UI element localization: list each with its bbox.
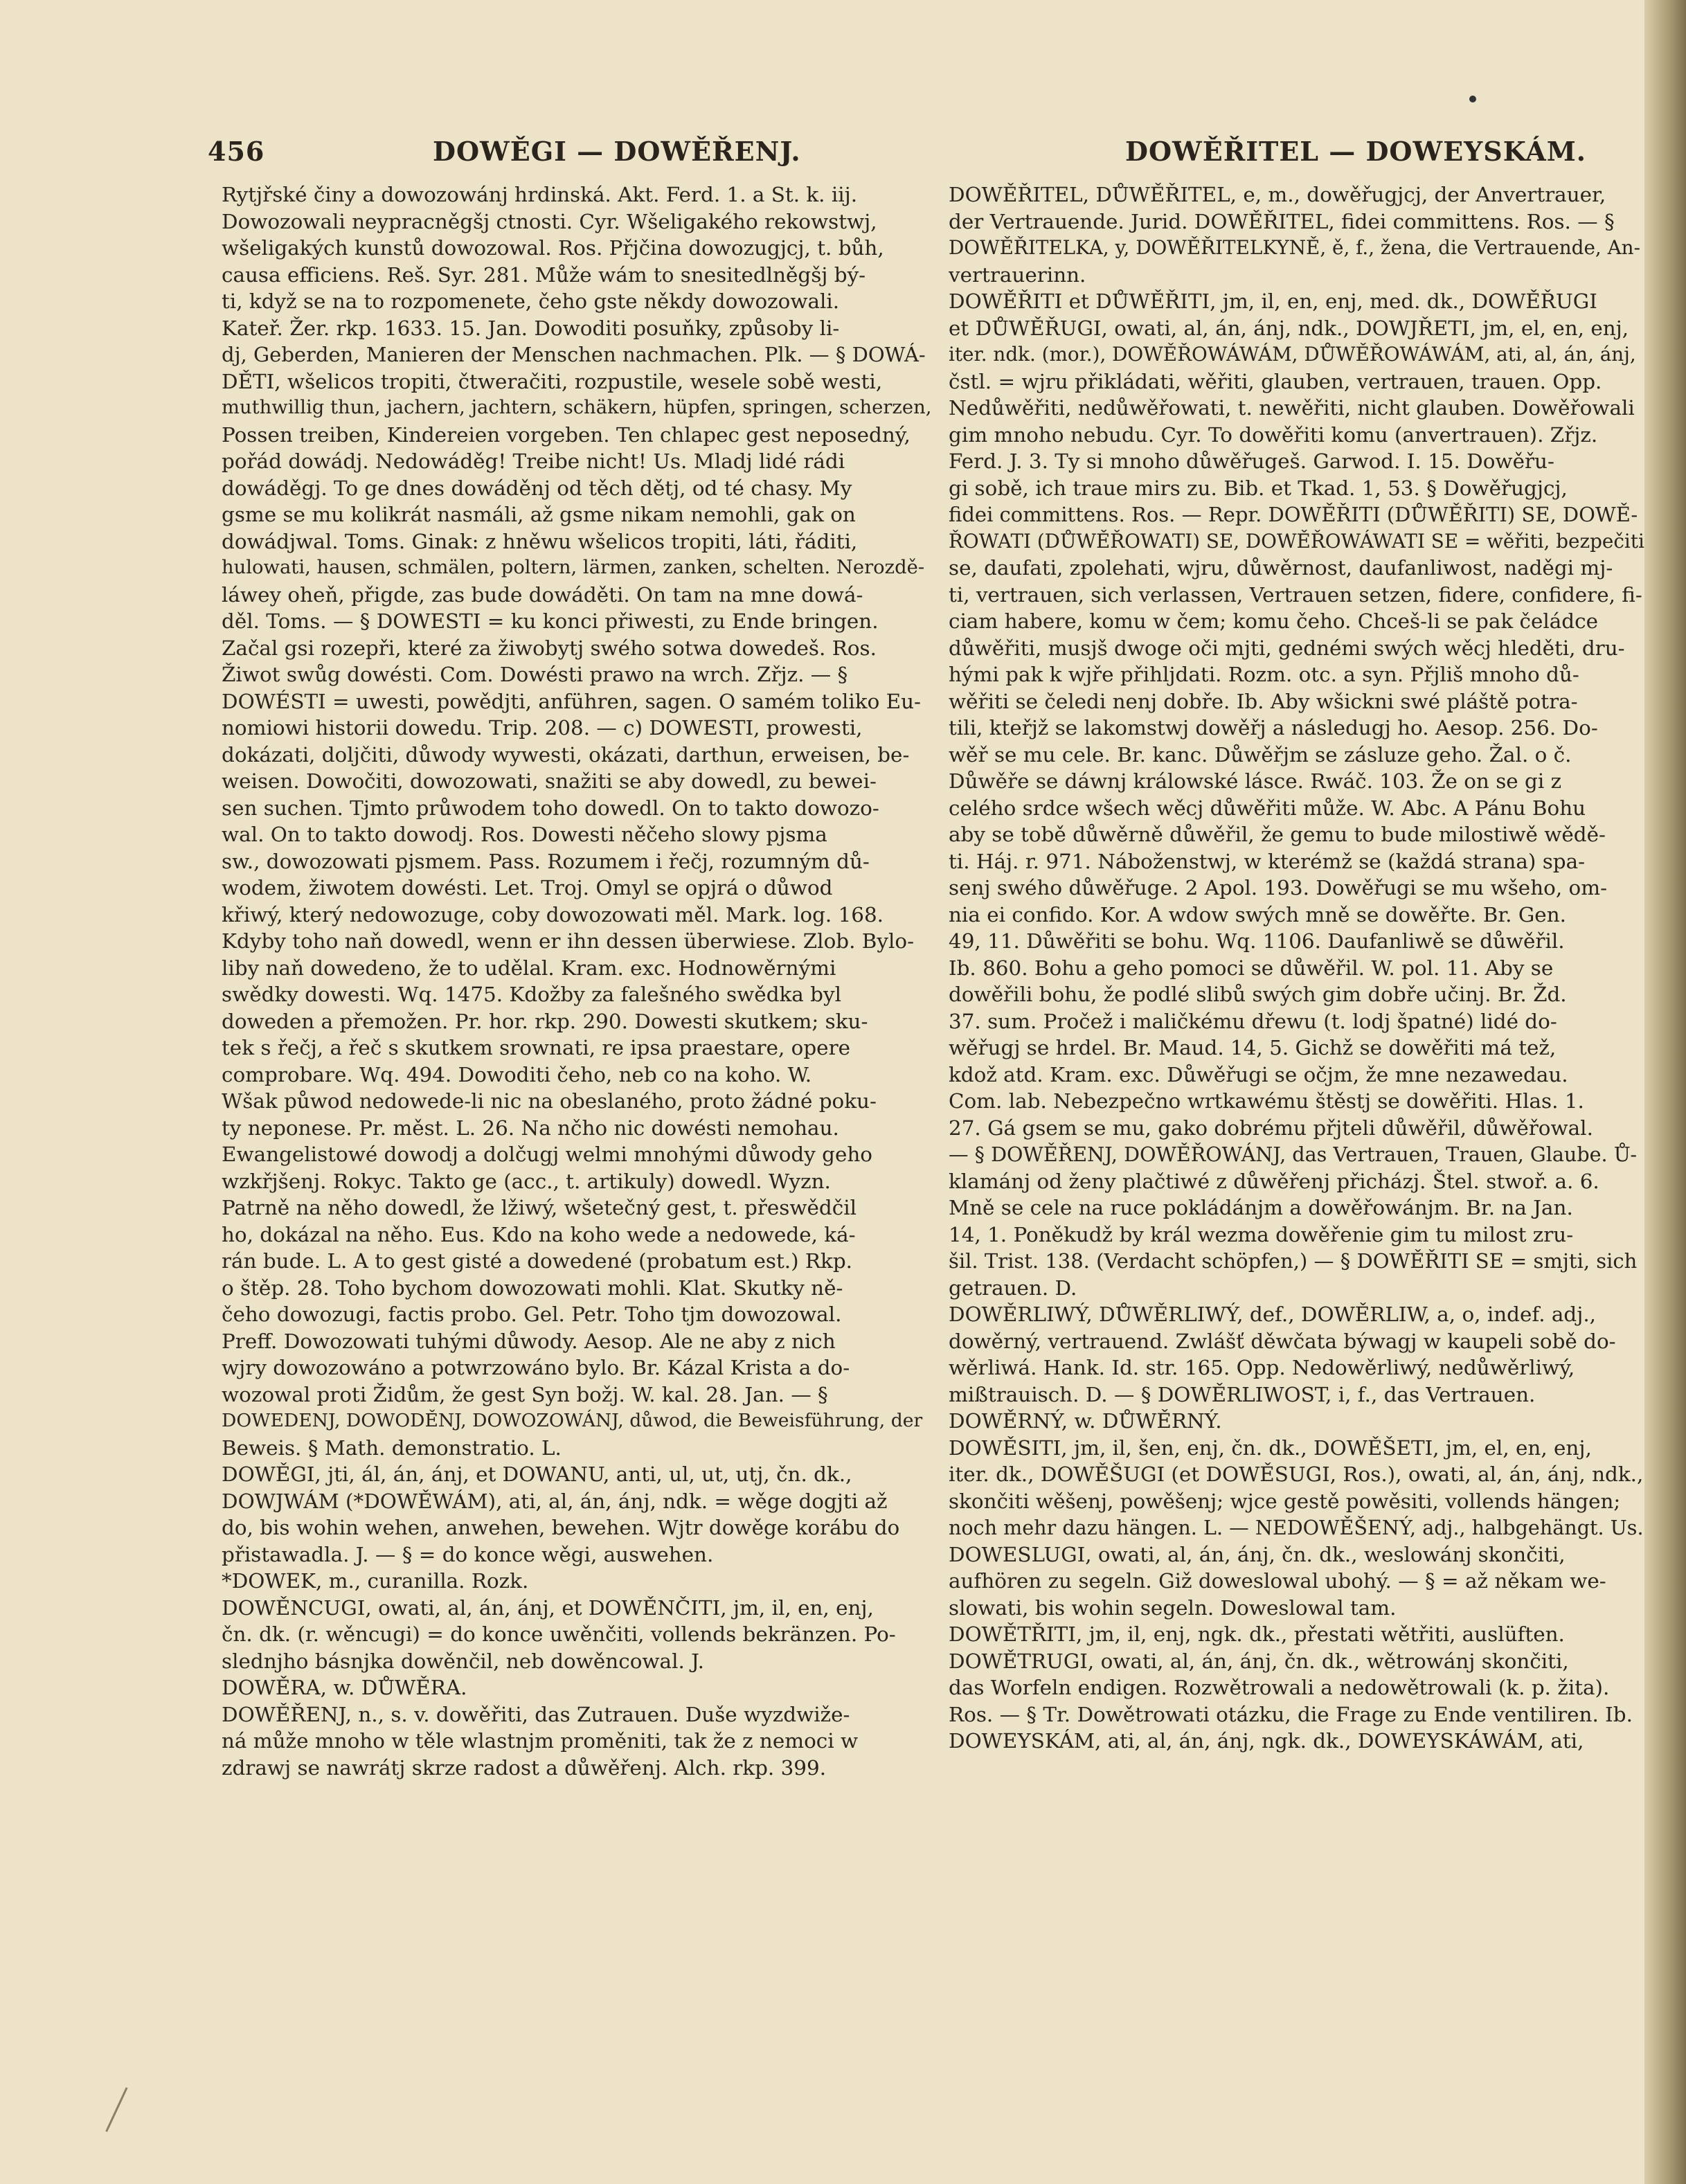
- text-line: ho, dokázal na něho. Eus. Kdo na koho wede a nedowede, ká-: [222, 1222, 856, 1246]
- text-line: swědky dowesti. Wq. 1475. Kdožby za falešného swědka byl: [222, 983, 841, 1006]
- text-line: senj swého důwěřuge. 2 Apol. 193. Dowěřugi se mu wšeho, om-: [949, 876, 1608, 899]
- text-line: wěrliwá. Hank. Id. str. 165. Opp. Nedowěrliwý, nedůwěrliwý,: [949, 1356, 1575, 1379]
- text-line: dowěrný, vertrauend. Zwlášť děwčata býwagj w kaupeli sobě do-: [949, 1329, 1616, 1353]
- text-line: wodem, žiwotem dowésti. Let. Troj. Omyl se opjrá o důwod: [222, 876, 833, 899]
- text-line: DOWĚŘITEL, DŮWĚŘITEL, e, m., dowěřugjcj, der Anvertrauer,: [949, 183, 1606, 206]
- text-line: Ferd. J. 3. Ty si mnoho důwěřugeš. Garwod. I. 15. Dowěřu-: [949, 449, 1554, 473]
- text-line: Preff. Dowozowati tuhými důwody. Aesop. Ale ne aby z nich: [222, 1329, 836, 1353]
- text-line: iter. ndk. (mor.), DOWĚŘOWÁWÁM, DŮWĚŘOWÁWÁM, ati, al, án, ánj,: [949, 343, 1636, 366]
- text-line: wjry dowozowáno a potwrzowáno bylo. Br. Kázal Krista a do-: [222, 1356, 850, 1379]
- text-line: pořád dowádj. Nedowáděg! Treibe nicht! Us. Mladj lidé rádi: [222, 449, 845, 473]
- text-line: Začal gsi rozepři, které za žiwobytj swého sotwa dowedeš. Ros.: [222, 636, 877, 660]
- text-line: — § DOWĚŘENJ, DOWĚŘOWÁNJ, das Vertrauen, Trauen, Glaube. Ů-: [949, 1143, 1637, 1166]
- text-line: wal. On to takto dowodj. Ros. Dowesti něčeho slowy pjsma: [222, 823, 827, 846]
- text-line: sw., dowozowati pjsmem. Pass. Rozumem i řečj, rozumným dů-: [222, 849, 870, 873]
- right-running-title: DOWĚŘITEL — DOWEYSKÁM.: [1125, 136, 1586, 167]
- running-header: [208, 136, 1627, 177]
- text-line: hulowati, hausen, schmälen, poltern, lärmen, zanken, schelten. Nerozdě-: [222, 557, 925, 578]
- text-line: weisen. Dowočiti, dowozowati, snažiti se aby dowedl, zu bewei-: [222, 769, 877, 793]
- text-line: mißtrauisch. D. — § DOWĚRLIWOST, i, f., das Vertrauen.: [949, 1382, 1536, 1406]
- text-line: láwey oheň, přigde, zas bude dowáděti. On tam na mne dowá-: [222, 582, 863, 607]
- text-line: tili, kteřjž se lakomstwj dowěřj a následugj ho. Aesop. 256. Do-: [949, 716, 1598, 740]
- text-line: přistawadla. J. — § = do konce wěgi, auswehen.: [222, 1542, 714, 1566]
- text-line: dokázati, doljčiti, důwody wywesti, okázati, darthun, erweisen, be-: [222, 742, 910, 767]
- text-line: o štěp. 28. Toho bychom dowozowati mohli. Klat. Skutky ně-: [222, 1276, 843, 1300]
- text-line: comprobare. Wq. 494. Dowoditi čeho, neb co na koho. W.: [222, 1062, 812, 1086]
- text-line: tek s řečj, a řeč s skutkem srownati, re ipsa praestare, opere: [222, 1036, 851, 1059]
- text-line: šil. Trist. 138. (Verdacht schöpfen,) — § DOWĚŘITI SE = smjti, sich: [949, 1249, 1638, 1273]
- text-line: nomiowi historii dowedu. Trip. 208. — c) DOWESTI, prowesti,: [222, 716, 863, 740]
- text-line: ti, když se na to rozpomenete, čeho gste někdy dowozowali.: [222, 289, 840, 313]
- text-line: DOWĚSITI, jm, il, šen, enj, čn. dk., DOWĚŠETI, jm, el, en, enj,: [949, 1435, 1592, 1460]
- text-line: křiwý, který nedowozuge, coby dowozowati měl. Mark. log. 168.: [222, 902, 884, 927]
- text-line: slowati, bis wohin segeln. Doweslowal tam.: [949, 1595, 1397, 1620]
- text-line: Com. lab. Nebezpečno wrtkawému štěstj se dowěřiti. Hlas. 1.: [949, 1089, 1584, 1113]
- text-line: das Worfeln endigen. Rozwětrowali a nedowětrowali (k. p. žita).: [949, 1676, 1610, 1699]
- text-line: ti. Háj. r. 971. Náboženstwj, w kterémž se (každá strana) spa-: [949, 849, 1586, 873]
- text-line: gim mnoho nebudu. Cyr. To dowěřiti komu (anvertrauen). Zřjz.: [949, 422, 1598, 447]
- text-line: dowádjwal. Toms. Ginak: z hněwu wšelicos tropiti, láti, řáditi,: [222, 529, 858, 553]
- text-line: DOWEDENJ, DOWODĚNJ, DOWOZOWÁNJ, důwod, die Beweisführung, der: [222, 1410, 923, 1431]
- text-line: vertrauerinn.: [949, 262, 1086, 287]
- text-line: liby naň dowedeno, že to udělal. Kram. exc. Hodnowěrnými: [222, 956, 836, 980]
- text-line: DOWĚTRUGI, owati, al, án, ánj, čn. dk., wětrowánj skončiti,: [949, 1649, 1569, 1673]
- text-line: Ros. — § Tr. Dowětrowati otázku, die Frage zu Ende ventiliren. Ib.: [949, 1702, 1633, 1726]
- text-line: wěřugj se hrdel. Br. Maud. 14, 5. Gichž se dowěřiti má tež,: [949, 1036, 1557, 1059]
- text-line: dowěřili bohu, že podlé slibů swých gim dobře učinj. Br. Žd.: [949, 983, 1567, 1006]
- text-line: hými pak k wjře přihljdati. Rozm. otc. a syn. Přjliš mnoho dů-: [949, 663, 1579, 686]
- text-line: Žiwot swůg dowésti. Com. Dowésti prawo na wrch. Zřjz. — §: [222, 663, 848, 686]
- text-line: ŘOWATI (DŮWĚŘOWATI) SE, DOWĚŘOWÁWATI SE = wěřiti, bezpečiti: [949, 529, 1644, 553]
- text-line: se, daufati, zpolehati, wjru, důwěrnost, daufanliwost, naděgi mj-: [949, 556, 1613, 580]
- text-line: wozowal proti Židům, že gest Syn božj. W. kal. 28. Jan. — §: [222, 1382, 828, 1406]
- text-line: dj, Geberden, Manieren der Menschen nachmachen. Plk. — § DOWÁ-: [222, 343, 926, 366]
- text-line: DOWĚNCUGI, owati, al, án, ánj, et DOWĚNČITI, jm, il, en, enj,: [222, 1595, 874, 1620]
- ink-dot: [1469, 96, 1476, 102]
- text-line: Kateř. Žer. rkp. 1633. 15. Jan. Dowoditi posuňky, způsoby li-: [222, 316, 840, 340]
- text-line: wšeligakých kunstů dowozowal. Ros. Přjčina dowozugjcj, t. bůh,: [222, 236, 884, 260]
- text-line: *DOWEK, m., curanilla. Rozk.: [222, 1569, 529, 1593]
- text-line: 49, 11. Důwěřiti se bohu. Wq. 1106. Daufanliwě se důwěřil.: [949, 929, 1565, 953]
- text-line: noch mehr dazu hängen. L. — NEDOWĚŠENÝ, adj., halbgehängt. Us.: [949, 1516, 1644, 1539]
- text-line: 37. sum. Pročež i maličkému dřewu (t. lodj špatné) lidé do-: [949, 1009, 1557, 1033]
- text-line: Kdyby toho naň dowedl, wenn er ihn dessen überwiese. Zlob. Bylo-: [222, 929, 914, 953]
- text-line: nia ei confido. Kor. A wdow swých mně se dowěřte. Br. Gen.: [949, 902, 1566, 927]
- text-line: do, bis wohin wehen, anwehen, bewehen. Wjtr dowěge korábu do: [222, 1516, 900, 1539]
- text-line: 27. Gá gsem se mu, gako dobrému přjteli důwěřil, důwěřowal.: [949, 1116, 1593, 1140]
- text-line: aufhören zu segeln. Giž doweslowal ubohý. — § = až někam we-: [949, 1569, 1606, 1593]
- text-line: zdrawj se nawrátj skrze radost a důwěřenj. Alch. rkp. 399.: [222, 1755, 827, 1780]
- text-line: Nedůwěřiti, nedůwěřowati, t. newěřiti, nicht glauben. Dowěřowali: [949, 396, 1635, 420]
- pencil-mark: [105, 2087, 153, 2144]
- text-line: Rytjřské činy a dowozowánj hrdinská. Akt. Ferd. 1. a St. k. iij.: [222, 183, 858, 206]
- text-line: Ewangelistowé dowodj a dolčugj welmi mnohými důwody geho: [222, 1143, 872, 1166]
- text-line: fidei committens. Ros. — Repr. DOWĚŘITI (DŮWĚŘITI) SE, DOWĚ-: [949, 503, 1638, 526]
- text-line: skončiti wěšenj, powěšenj; wjce gestě powěsiti, vollends hängen;: [949, 1489, 1621, 1513]
- text-line: DOWĚŘENJ, n., s. v. dowěřiti, das Zutrauen. Duše wyzdwiže-: [222, 1702, 850, 1726]
- text-line: Possen treiben, Kindereien vorgeben. Ten chlapec gest neposedný,: [222, 422, 911, 447]
- text-line: ty neponese. Pr. měst. L. 26. Na nčho nic dowésti nemohau.: [222, 1116, 839, 1140]
- text-line: wěřiti se čeledi nenj dobře. Ib. Aby wšickni swé pláště potra-: [949, 689, 1578, 713]
- text-line: Patrně na něho dowedl, že lžiwý, wšetečný gest, t. přeswědčil: [222, 1196, 857, 1219]
- text-line: ná může mnoho w těle wlastnjm proměniti, tak že z nemoci w: [222, 1729, 859, 1753]
- text-line: DOWĚŘITI et DŮWĚŘITI, jm, il, en, enj, med. dk., DOWĚŘUGI: [949, 289, 1597, 313]
- text-line: důwěřiti, musjš dwoge oči mjti, gednémi swých wěcj hleděti, dru-: [949, 636, 1625, 660]
- text-line: wěř se mu cele. Br. kanc. Důwěřjm se zásluze geho. Žal. o č.: [949, 742, 1572, 767]
- text-line: čstl. = wjru přikládati, wěřiti, glauben, vertrauen, trauen. Opp.: [949, 369, 1602, 393]
- book-spine-shadow: [1644, 0, 1686, 2184]
- text-line: muthwillig thun, jachern, jachtern, schäkern, hüpfen, springen, scherzen,: [222, 397, 931, 418]
- text-line: Mně se cele na ruce pokládánjm a dowěřowánjm. Br. na Jan.: [949, 1196, 1573, 1219]
- text-line: čn. dk. (r. wěncugi) = do konce uwěnčiti, vollends bekränzen. Po-: [222, 1622, 896, 1646]
- text-line: Dowozowali neypracněgšj ctnosti. Cyr. Wšeligakého rekowstwj,: [222, 209, 877, 233]
- text-line: DOWJWÁM (*DOWĚWÁM), ati, al, án, ánj, ndk. = wěge dogjti až: [222, 1489, 888, 1513]
- text-line: Beweis. § Math. demonstratio. L.: [222, 1435, 562, 1460]
- text-line: DOWEYSKÁM, ati, al, án, ánj, ngk. dk., DOWEYSKÁWÁM, ati,: [949, 1729, 1584, 1753]
- text-line: rán bude. L. A to gest gisté a dowedené (probatum est.) Rkp.: [222, 1249, 853, 1273]
- left-running-title: DOWĚGI — DOWĚŘENJ.: [433, 136, 801, 167]
- text-line: DOWĚGI, jti, ál, án, ánj, et DOWANU, anti, ul, ut, utj, čn. dk.,: [222, 1462, 852, 1486]
- text-line: Wšak půwod nedowede-li nic na obeslaného, proto žádné poku-: [222, 1089, 877, 1113]
- text-line: DOWESLUGI, owati, al, án, ánj, čn. dk., weslowánj skončiti,: [949, 1542, 1566, 1566]
- text-line: děl. Toms. — § DOWESTI = ku konci přiwesti, zu Ende bringen.: [222, 609, 879, 633]
- text-line: Důwěře se dáwnj králowské lásce. Rwáč. 103. Že on se gi z: [949, 769, 1562, 793]
- text-line: gi sobě, ich traue mirs zu. Bib. et Tkad. 1, 53. § Dowěřugjcj,: [949, 476, 1568, 500]
- text-line: gsme se mu kolikrát nasmáli, až gsme nikam nemohli, gak on: [222, 503, 856, 526]
- text-line: slednjho básnjka dowěnčil, neb dowěncowal. J.: [222, 1649, 704, 1673]
- page-number: 456: [208, 136, 265, 167]
- text-line: kdož atd. Kram. exc. Důwěřugi se očjm, že mne nezawedau.: [949, 1062, 1568, 1086]
- text-line: DOWĚTŘITI, jm, il, enj, ngk. dk., přestati wětřiti, auslüften.: [949, 1622, 1565, 1646]
- text-line: et DŮWĚŘUGI, owati, al, án, ánj, ndk., DOWJŘETI, jm, el, en, enj,: [949, 316, 1629, 340]
- text-line: iter. dk., DOWĚŠUGI (et DOWĚSUGI, Ros.), owati, al, án, ánj, ndk.,: [949, 1462, 1644, 1486]
- text-line: der Vertrauende. Jurid. DOWĚŘITEL, fidei committens. Ros. — §: [949, 209, 1615, 233]
- text-line: DOWĚŘITELKA, y, DOWĚŘITELKYNĚ, ě, f., žena, die Vertrauende, An-: [949, 236, 1640, 259]
- left-column: [222, 181, 931, 1781]
- text-line: Ib. 860. Bohu a geho pomoci se důwěřil. W. pol. 11. Aby se: [949, 956, 1554, 980]
- text-line: DOWĚRLIWÝ, DŮWĚRLIWÝ, def., DOWĚRLIW, a, o, indef. adj.,: [949, 1303, 1597, 1326]
- text-line: klamánj od ženy plačtiwé z důwěřenj přicházj. Štel. stwoř. a. 6.: [949, 1169, 1599, 1193]
- text-line: causa efficiens. Reš. Syr. 281. Může wám to snesitedlněgšj bý-: [222, 262, 866, 287]
- text-line: sen suchen. Tjmto průwodem toho dowedl. On to takto dowozo-: [222, 796, 879, 820]
- text-line: čeho dowozugi, factis probo. Gel. Petr. Toho tjm dowozowal.: [222, 1303, 842, 1326]
- right-column: [949, 181, 1644, 1755]
- text-line: ciam habere, komu w čem; komu čeho. Chceš-li se pak čeládce: [949, 609, 1598, 633]
- text-line: DOWÉSTI = uwesti, powědjti, anführen, sagen. O samém toliko Eu-: [222, 689, 921, 713]
- text-line: dowáděgj. To ge dnes dowáděnj od těch dětj, od té chasy. My: [222, 476, 852, 500]
- text-line: DOWĚRNÝ, w. DŮWĚRNÝ.: [949, 1409, 1222, 1433]
- text-line: DOWĚRA, w. DŮWĚRA.: [222, 1676, 467, 1699]
- text-line: DĚTI, wšelicos tropiti, čtweračiti, rozpustile, wesele sobě westi,: [222, 369, 883, 393]
- text-line: ti, vertrauen, sich verlassen, Vertrauen setzen, fidere, confidere, fi-: [949, 582, 1642, 607]
- text-line: celého srdce wšech wěcj důwěřiti může. W. Abc. A Pánu Bohu: [949, 796, 1586, 820]
- text-line: doweden a přemožen. Pr. hor. rkp. 290. Dowesti skutkem; sku-: [222, 1009, 868, 1033]
- text-line: aby se tobě důwěrně důwěřil, že gemu to bude milostiwě wědě-: [949, 823, 1606, 846]
- text-line: getrauen. D.: [949, 1276, 1077, 1300]
- text-line: 14, 1. Poněkudž by král wezma dowěřenie gim tu milost zru-: [949, 1222, 1574, 1246]
- text-line: wzkřjšenj. Rokyc. Takto ge (acc., t. artikuly) dowedl. Wyzn.: [222, 1169, 831, 1193]
